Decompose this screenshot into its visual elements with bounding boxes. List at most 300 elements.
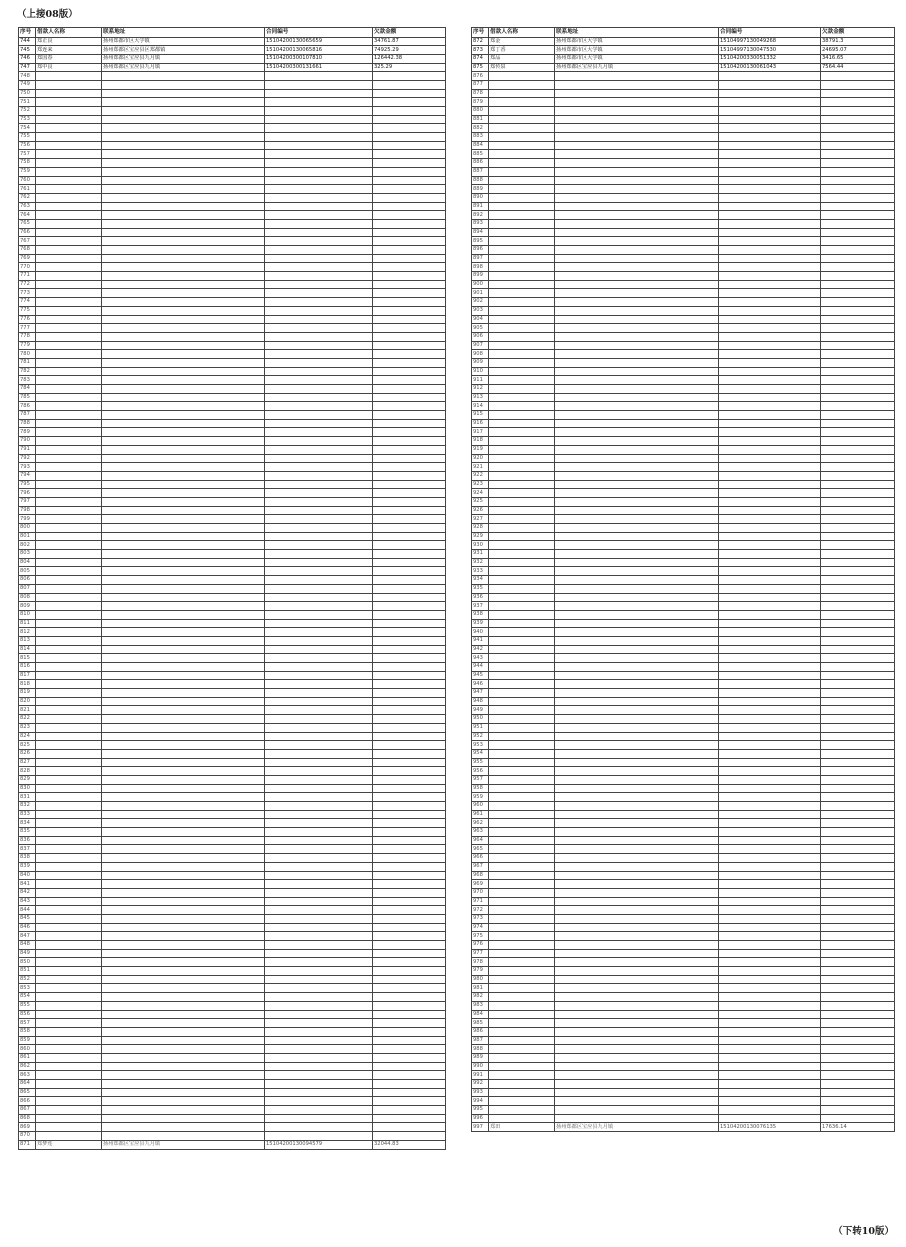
cell-borrower: [489, 854, 555, 863]
table-row: [19, 141, 446, 150]
cell-contract-no: [719, 767, 821, 776]
cell-serial: 825: [19, 741, 36, 750]
cell-contract-no: [719, 176, 821, 185]
cell-amount: [821, 993, 895, 1002]
cell-contract-no: [719, 758, 821, 767]
cell-contract-no: [719, 550, 821, 559]
table-row: [472, 802, 895, 811]
table-row: [19, 758, 446, 767]
cell-contract-no: [265, 593, 373, 602]
cell-contract-no: [265, 219, 373, 228]
cell-borrower: [36, 541, 102, 550]
cell-amount: [373, 1001, 446, 1010]
cell-serial: 814: [19, 645, 36, 654]
cell-borrower: [36, 602, 102, 611]
cell-amount: [373, 1080, 446, 1089]
cell-contract-no: [719, 1088, 821, 1097]
table-row: [472, 141, 895, 150]
cell-amount: [373, 263, 446, 272]
cell-contract-no: [265, 645, 373, 654]
cell-borrower: [489, 124, 555, 133]
cell-borrower: [36, 411, 102, 420]
cell-contract-no: [265, 1106, 373, 1115]
cell-serial: 744: [19, 37, 36, 46]
cell-amount: [373, 1071, 446, 1080]
table-row: [472, 211, 895, 220]
cell-borrower: [36, 211, 102, 220]
cell-address: [102, 1036, 265, 1045]
cell-contract-no: [265, 749, 373, 758]
cell-borrower: [36, 749, 102, 758]
cell-address: [102, 888, 265, 897]
cell-serial: 786: [19, 402, 36, 411]
cell-address: [102, 775, 265, 784]
cell-contract-no: [265, 584, 373, 593]
cell-borrower: [489, 167, 555, 176]
cell-serial: 926: [472, 506, 489, 515]
cell-borrower: [36, 133, 102, 142]
cell-amount: [821, 280, 895, 289]
cell-serial: 806: [19, 576, 36, 585]
cell-address: [102, 237, 265, 246]
cell-address: [555, 888, 719, 897]
table-row: [472, 332, 895, 341]
cell-address: [102, 732, 265, 741]
cell-amount: [373, 871, 446, 880]
cell-address: [102, 1132, 265, 1141]
cell-contract-no: [719, 802, 821, 811]
cell-contract-no: [265, 1071, 373, 1080]
cell-contract-no: [265, 1053, 373, 1062]
cell-amount: 34761.87: [373, 37, 446, 46]
cell-contract-no: [719, 584, 821, 593]
table-row: [19, 767, 446, 776]
table-row: [19, 341, 446, 350]
table-row: [472, 906, 895, 915]
cell-contract-no: [719, 567, 821, 576]
cell-contract-no: [265, 280, 373, 289]
cell-contract-no: [265, 159, 373, 168]
cell-address: [555, 1019, 719, 1028]
cell-contract-no: [719, 471, 821, 480]
cell-borrower: [36, 1071, 102, 1080]
cell-amount: [373, 237, 446, 246]
cell-serial: 951: [472, 723, 489, 732]
cell-amount: [373, 697, 446, 706]
cell-address: [102, 958, 265, 967]
cell-serial: 830: [19, 784, 36, 793]
cell-contract-no: [719, 480, 821, 489]
cell-serial: 844: [19, 906, 36, 915]
cell-borrower: [489, 237, 555, 246]
cell-amount: [821, 845, 895, 854]
cell-address: [102, 376, 265, 385]
cell-serial: 905: [472, 324, 489, 333]
cell-borrower: [489, 749, 555, 758]
cell-serial: 794: [19, 471, 36, 480]
cell-serial: 821: [19, 706, 36, 715]
table-row: [472, 993, 895, 1002]
cell-amount: [821, 506, 895, 515]
table-row: [472, 749, 895, 758]
cell-amount: [373, 932, 446, 941]
table-row: [19, 845, 446, 854]
cell-address: [555, 237, 719, 246]
cell-contract-no: [265, 914, 373, 923]
cell-borrower: [489, 193, 555, 202]
cell-serial: 970: [472, 888, 489, 897]
cell-address: [102, 862, 265, 871]
table-row: [19, 732, 446, 741]
table-row: [472, 845, 895, 854]
cell-borrower: [36, 324, 102, 333]
cell-serial: 983: [472, 1001, 489, 1010]
cell-borrower: [36, 671, 102, 680]
table-row: [19, 1106, 446, 1115]
cell-serial: 896: [472, 246, 489, 255]
cell-serial: 849: [19, 949, 36, 958]
cell-amount: [821, 888, 895, 897]
cell-serial: 812: [19, 628, 36, 637]
cell-amount: [373, 1123, 446, 1132]
cell-borrower: [36, 107, 102, 116]
cell-address: [102, 341, 265, 350]
cell-serial: 796: [19, 489, 36, 498]
table-row: [472, 871, 895, 880]
cell-borrower: [489, 246, 555, 255]
cell-address: [102, 133, 265, 142]
cell-serial: 858: [19, 1027, 36, 1036]
cell-borrower: [489, 663, 555, 672]
cell-contract-no: [719, 967, 821, 976]
table-row: [19, 828, 446, 837]
cell-address: [102, 480, 265, 489]
cell-amount: [821, 854, 895, 863]
cell-serial: 852: [19, 975, 36, 984]
cell-borrower: [36, 871, 102, 880]
table-row: [472, 1097, 895, 1106]
cell-borrower: [36, 80, 102, 89]
cell-contract-no: [719, 1071, 821, 1080]
cell-amount: [373, 645, 446, 654]
cell-amount: [821, 272, 895, 281]
cell-serial: 984: [472, 1010, 489, 1019]
table-row: [472, 663, 895, 672]
cell-contract-no: [265, 411, 373, 420]
cell-contract-no: [265, 254, 373, 263]
cell-amount: [373, 219, 446, 228]
cell-address: [555, 515, 719, 524]
cell-serial: 966: [472, 854, 489, 863]
cell-amount: [821, 749, 895, 758]
cell-address: [102, 141, 265, 150]
cell-address: [102, 385, 265, 394]
cell-address: [102, 645, 265, 654]
table-row: [472, 636, 895, 645]
cell-contract-no: [719, 558, 821, 567]
cell-borrower: [36, 506, 102, 515]
cell-serial: 875: [472, 63, 489, 72]
cell-contract-no: [719, 628, 821, 637]
cell-amount: [821, 358, 895, 367]
cell-amount: [821, 802, 895, 811]
cell-serial: 860: [19, 1045, 36, 1054]
cell-contract-no: [719, 289, 821, 298]
table-row: [472, 115, 895, 124]
cell-amount: [821, 1010, 895, 1019]
cell-amount: [373, 888, 446, 897]
cell-amount: [821, 72, 895, 81]
cell-borrower: [36, 654, 102, 663]
cell-amount: [821, 107, 895, 116]
cell-address: [102, 89, 265, 98]
cell-borrower: [36, 628, 102, 637]
cell-amount: [821, 1053, 895, 1062]
cell-amount: [821, 610, 895, 619]
cell-serial: 901: [472, 289, 489, 298]
cell-borrower: [489, 150, 555, 159]
table-row: [472, 741, 895, 750]
cell-serial: 911: [472, 376, 489, 385]
cell-amount: [373, 715, 446, 724]
cell-borrower: [36, 584, 102, 593]
cell-contract-no: [265, 836, 373, 845]
cell-serial: 895: [472, 237, 489, 246]
cell-contract-no: [719, 219, 821, 228]
cell-contract-no: [719, 350, 821, 359]
cell-address: [102, 680, 265, 689]
cell-contract-no: [719, 402, 821, 411]
cell-serial: 949: [472, 706, 489, 715]
cell-address: [102, 914, 265, 923]
cell-borrower: 郑连来: [36, 46, 102, 55]
table-row: [472, 1045, 895, 1054]
cell-amount: [373, 524, 446, 533]
table-row: [19, 80, 446, 89]
cell-borrower: [489, 532, 555, 541]
cell-borrower: [489, 784, 555, 793]
cell-contract-no: [265, 689, 373, 698]
cell-contract-no: [719, 932, 821, 941]
cell-amount: [821, 263, 895, 272]
cell-borrower: [36, 1010, 102, 1019]
cell-contract-no: [265, 984, 373, 993]
cell-borrower: [489, 211, 555, 220]
cell-amount: [821, 862, 895, 871]
cell-borrower: [489, 497, 555, 506]
table-row: [19, 463, 446, 472]
cell-contract-no: [265, 715, 373, 724]
cell-borrower: [36, 524, 102, 533]
cell-amount: [373, 984, 446, 993]
cell-address: [555, 654, 719, 663]
table-row: [472, 280, 895, 289]
table-row: [19, 437, 446, 446]
cell-serial: 933: [472, 567, 489, 576]
table-row: [472, 246, 895, 255]
cell-borrower: [36, 593, 102, 602]
cell-amount: [373, 254, 446, 263]
cell-contract-no: [719, 819, 821, 828]
cell-contract-no: [265, 1019, 373, 1028]
cell-borrower: [489, 1114, 555, 1123]
cell-serial: 990: [472, 1062, 489, 1071]
cell-borrower: [489, 367, 555, 376]
cell-serial: 771: [19, 272, 36, 281]
cell-amount: [821, 454, 895, 463]
cell-amount: [821, 1080, 895, 1089]
cell-borrower: [36, 810, 102, 819]
cell-amount: [373, 1045, 446, 1054]
cell-amount: [821, 367, 895, 376]
cell-amount: [373, 437, 446, 446]
cell-borrower: [489, 897, 555, 906]
cell-address: [102, 228, 265, 237]
cell-amount: [821, 254, 895, 263]
cell-amount: [821, 315, 895, 324]
cell-serial: 919: [472, 445, 489, 454]
cell-address: [102, 602, 265, 611]
cell-address: [555, 897, 719, 906]
table-row: [19, 871, 446, 880]
table-row: [19, 411, 446, 420]
cell-address: [555, 471, 719, 480]
cell-borrower: [36, 280, 102, 289]
cell-borrower: [36, 975, 102, 984]
cell-amount: [821, 828, 895, 837]
cell-amount: [373, 1019, 446, 1028]
cell-borrower: [489, 949, 555, 958]
cell-amount: [373, 680, 446, 689]
table-row: [19, 37, 446, 46]
table-row: [19, 228, 446, 237]
cell-serial: 889: [472, 185, 489, 194]
cell-address: [555, 489, 719, 498]
cell-borrower: [36, 1036, 102, 1045]
cell-contract-no: [265, 619, 373, 628]
cell-borrower: [489, 932, 555, 941]
cell-amount: [821, 584, 895, 593]
cell-amount: [821, 941, 895, 950]
cell-address: [555, 576, 719, 585]
cell-amount: [821, 298, 895, 307]
cell-borrower: [489, 176, 555, 185]
cell-amount: [373, 193, 446, 202]
cell-contract-no: [265, 211, 373, 220]
table-row: [472, 315, 895, 324]
table-row: [472, 428, 895, 437]
cell-address: [555, 254, 719, 263]
cell-serial: 773: [19, 289, 36, 298]
cell-borrower: [36, 732, 102, 741]
table-row: [19, 836, 446, 845]
cell-borrower: [489, 133, 555, 142]
table-row: [19, 489, 446, 498]
cell-amount: [821, 984, 895, 993]
cell-address: [102, 315, 265, 324]
cell-contract-no: [265, 906, 373, 915]
cell-borrower: [489, 1053, 555, 1062]
cell-contract-no: [719, 706, 821, 715]
cell-borrower: [36, 923, 102, 932]
cell-address: [102, 358, 265, 367]
table-row: [472, 532, 895, 541]
table-row: [472, 888, 895, 897]
cell-borrower: [36, 185, 102, 194]
cell-address: [555, 967, 719, 976]
table-row: [472, 758, 895, 767]
cell-address: [102, 802, 265, 811]
cell-borrower: [489, 654, 555, 663]
cell-borrower: [36, 358, 102, 367]
cell-amount: [821, 159, 895, 168]
cell-borrower: [36, 272, 102, 281]
cell-amount: [373, 906, 446, 915]
cell-amount: [373, 489, 446, 498]
table-row: [19, 350, 446, 359]
cell-amount: [821, 471, 895, 480]
cell-address: [102, 489, 265, 498]
cell-contract-no: [265, 680, 373, 689]
cell-serial: 815: [19, 654, 36, 663]
cell-borrower: [489, 358, 555, 367]
table-row: [19, 315, 446, 324]
cell-serial: 982: [472, 993, 489, 1002]
cell-serial: 846: [19, 923, 36, 932]
cell-contract-no: [719, 949, 821, 958]
cell-contract-no: [265, 272, 373, 281]
cell-contract-no: [719, 828, 821, 837]
cell-address: 扬州郑都区宝应县区郑都镇: [102, 46, 265, 55]
table-row: [19, 697, 446, 706]
cell-serial: 973: [472, 914, 489, 923]
header-address: 联系地址: [102, 28, 265, 38]
cell-address: [555, 758, 719, 767]
cell-address: [102, 558, 265, 567]
cell-serial: 768: [19, 246, 36, 255]
table-row: [472, 185, 895, 194]
cell-address: [555, 593, 719, 602]
cell-serial: 868: [19, 1114, 36, 1123]
cell-address: [555, 272, 719, 281]
table-row: [472, 63, 895, 72]
table-row: [472, 854, 895, 863]
cell-address: [555, 584, 719, 593]
cell-serial: 985: [472, 1019, 489, 1028]
cell-serial: 917: [472, 428, 489, 437]
cell-serial: 748: [19, 72, 36, 81]
cell-serial: 751: [19, 98, 36, 107]
cell-amount: [821, 393, 895, 402]
cell-borrower: [36, 854, 102, 863]
cell-address: [102, 350, 265, 359]
table-row: [19, 663, 446, 672]
table-row: [19, 602, 446, 611]
cell-contract-no: [265, 289, 373, 298]
table-row: [19, 741, 446, 750]
table-row: [472, 958, 895, 967]
table-row: [472, 124, 895, 133]
cell-address: [555, 402, 719, 411]
cell-address: [555, 463, 719, 472]
cell-contract-no: [265, 1010, 373, 1019]
cell-amount: [373, 98, 446, 107]
cell-amount: [821, 341, 895, 350]
cell-contract-no: [719, 463, 821, 472]
cell-serial: 937: [472, 602, 489, 611]
cell-amount: [821, 645, 895, 654]
cell-contract-no: [265, 975, 373, 984]
